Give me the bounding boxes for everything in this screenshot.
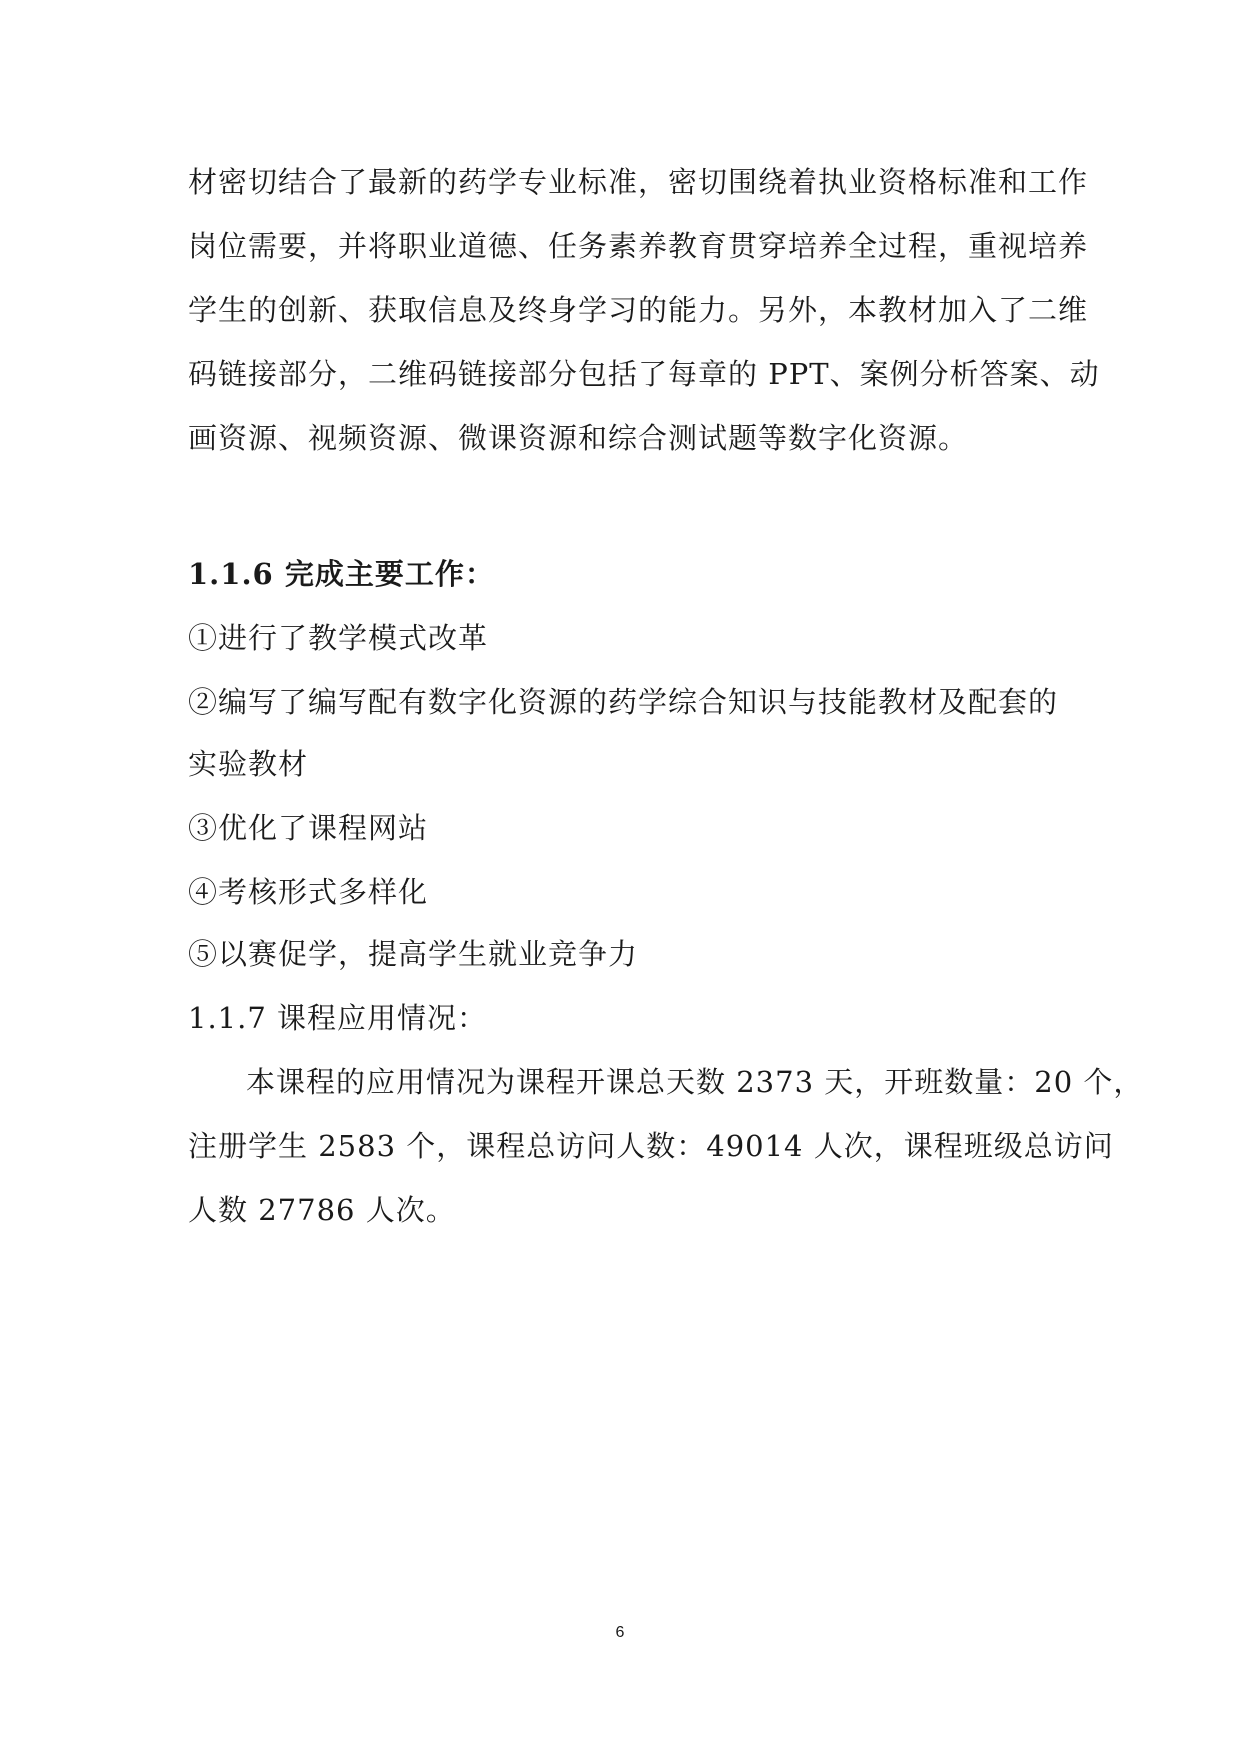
paragraph-line: 画资源、视频资源、微课资源和综合测试题等数字化资源。: [188, 421, 969, 455]
list-item: ②编写了编写配有数字化资源的药学综合知识与技能教材及配套的: [188, 685, 1059, 719]
paragraph-line: 人数 27786 人次。: [188, 1193, 456, 1227]
paragraph-line: 岗位需要，并将职业道德、任务素养教育贯穿培养全过程，重视培养: [188, 229, 1089, 263]
list-item: 实验教材: [188, 747, 309, 781]
list-item: ③优化了课程网站: [188, 811, 429, 845]
paragraph-line: 本课程的应用情况为课程开课总天数 2373 天，开班数量：20 个，: [246, 1065, 1144, 1099]
paragraph-line: 码链接部分，二维码链接部分包括了每章的 PPT、案例分析答案、动: [188, 357, 1100, 391]
section-heading: 1.1.6 完成主要工作：: [188, 557, 495, 591]
list-item: ⑤以赛促学，提高学生就业竞争力: [188, 937, 639, 971]
list-item: ④考核形式多样化: [188, 875, 429, 909]
section-heading: 1.1.7 课程应用情况：: [188, 1001, 488, 1035]
paragraph-line: 注册学生 2583 个，课程总访问人数：49014 人次，课程班级总访问: [188, 1129, 1114, 1163]
list-item: ①进行了教学模式改革: [188, 621, 489, 655]
page-number: 6: [615, 1624, 625, 1641]
paragraph-line: 学生的创新、获取信息及终身学习的能力。另外，本教材加入了二维: [188, 293, 1089, 327]
paragraph-line: 材密切结合了最新的药学专业标准，密切围绕着执业资格标准和工作: [188, 165, 1089, 199]
